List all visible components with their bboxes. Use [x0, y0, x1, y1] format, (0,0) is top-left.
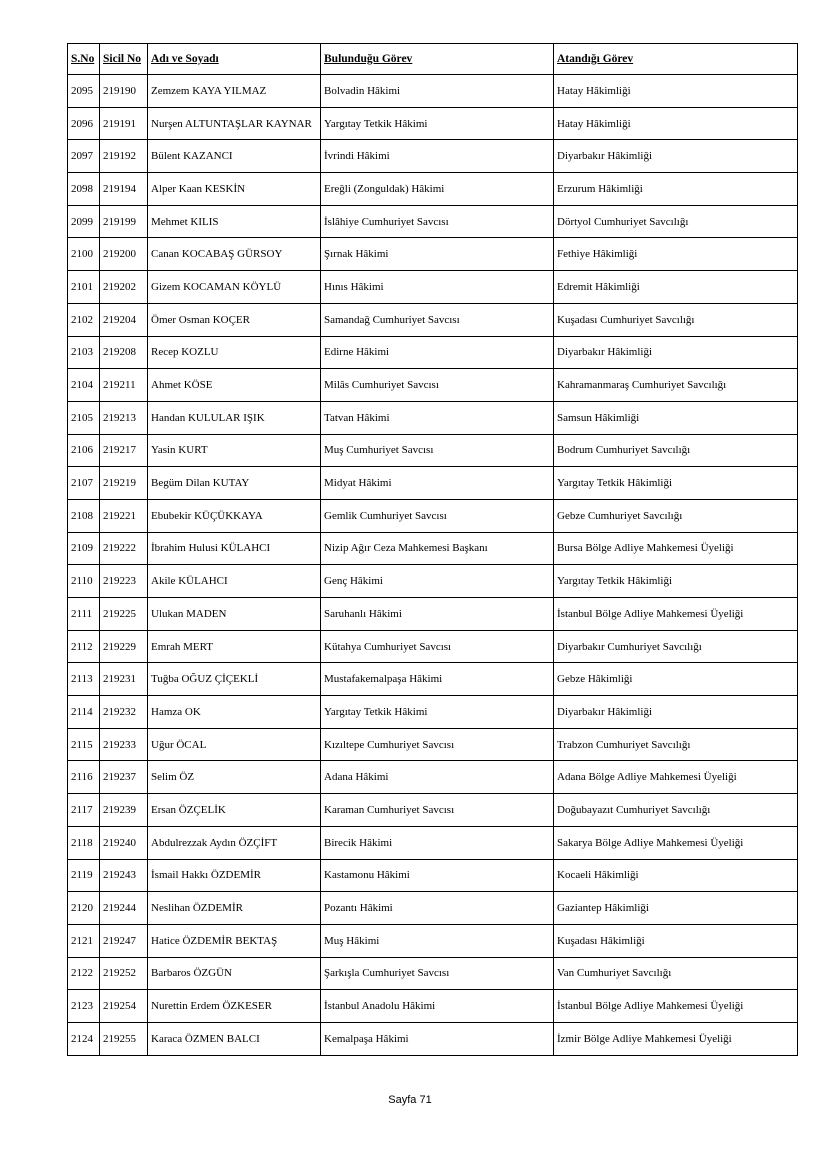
cell-current-post: Şırnak Hâkimi — [321, 238, 554, 271]
cell-sno: 2108 — [68, 499, 100, 532]
cell-sno: 2115 — [68, 728, 100, 761]
cell-assigned-post: Trabzon Cumhuriyet Savcılığı — [554, 728, 798, 761]
table-row — [68, 892, 798, 925]
cell-name: Uğur ÖCAL — [148, 728, 321, 761]
table-body — [68, 75, 798, 1056]
cell-sno: 2104 — [68, 369, 100, 402]
cell-assigned-post: Adana Bölge Adliye Mahkemesi Üyeliği — [554, 761, 798, 794]
cell-sno: 2123 — [68, 990, 100, 1023]
cell-name: Ahmet KÖSE — [148, 369, 321, 402]
cell-sicil-no: 219190 — [100, 75, 148, 108]
cell-assigned-post: Hatay Hâkimliği — [554, 75, 798, 108]
cell-current-post: Pozantı Hâkimi — [321, 892, 554, 925]
cell-name: Ebubekir KÜÇÜKKAYA — [148, 499, 321, 532]
cell-assigned-post: Van Cumhuriyet Savcılığı — [554, 957, 798, 990]
cell-name: Hamza OK — [148, 696, 321, 729]
cell-sicil-no: 219231 — [100, 663, 148, 696]
cell-sno: 2102 — [68, 303, 100, 336]
cell-sno: 2096 — [68, 107, 100, 140]
cell-current-post: Kastamonu Hâkimi — [321, 859, 554, 892]
table-row — [68, 630, 798, 663]
cell-current-post: Şarkışla Cumhuriyet Savcısı — [321, 957, 554, 990]
cell-sno: 2106 — [68, 434, 100, 467]
cell-sicil-no: 219199 — [100, 205, 148, 238]
cell-sicil-no: 219225 — [100, 598, 148, 631]
cell-current-post: Muş Cumhuriyet Savcısı — [321, 434, 554, 467]
cell-current-post: Genç Hâkimi — [321, 565, 554, 598]
table-row — [68, 173, 798, 206]
header-sicil-no: Sicil No — [100, 44, 148, 75]
cell-assigned-post: Gaziantep Hâkimliği — [554, 892, 798, 925]
cell-sicil-no: 219211 — [100, 369, 148, 402]
cell-current-post: Bolvadin Hâkimi — [321, 75, 554, 108]
cell-name: Canan KOCABAŞ GÜRSOY — [148, 238, 321, 271]
table-row — [68, 467, 798, 500]
cell-sicil-no: 219239 — [100, 794, 148, 827]
cell-name: Begüm Dilan KUTAY — [148, 467, 321, 500]
header-name: Adı ve Soyadı — [148, 44, 321, 75]
page-number: Sayfa 71 — [388, 1094, 432, 1106]
cell-current-post: Muş Hâkimi — [321, 924, 554, 957]
cell-name: Ersan ÖZÇELİK — [148, 794, 321, 827]
cell-sicil-no: 219213 — [100, 401, 148, 434]
cell-sicil-no: 219217 — [100, 434, 148, 467]
cell-assigned-post: Doğubayazıt Cumhuriyet Savcılığı — [554, 794, 798, 827]
cell-sicil-no: 219255 — [100, 1022, 148, 1055]
cell-sno: 2101 — [68, 271, 100, 304]
cell-sno: 2124 — [68, 1022, 100, 1055]
cell-current-post: Midyat Hâkimi — [321, 467, 554, 500]
cell-current-post: Mustafakemalpaşa Hâkimi — [321, 663, 554, 696]
cell-assigned-post: Samsun Hâkimliği — [554, 401, 798, 434]
cell-current-post: Kütahya Cumhuriyet Savcısı — [321, 630, 554, 663]
cell-name: Neslihan ÖZDEMİR — [148, 892, 321, 925]
table-row — [68, 107, 798, 140]
cell-name: Selim ÖZ — [148, 761, 321, 794]
header-sno: S.No — [68, 44, 100, 75]
cell-current-post: Kemalpaşa Hâkimi — [321, 1022, 554, 1055]
cell-current-post: Tatvan Hâkimi — [321, 401, 554, 434]
table-row — [68, 271, 798, 304]
cell-sicil-no: 219204 — [100, 303, 148, 336]
cell-sno: 2116 — [68, 761, 100, 794]
cell-assigned-post: Bursa Bölge Adliye Mahkemesi Üyeliği — [554, 532, 798, 565]
cell-current-post: Edirne Hâkimi — [321, 336, 554, 369]
cell-sno: 2113 — [68, 663, 100, 696]
cell-sno: 2117 — [68, 794, 100, 827]
appointments-table — [67, 43, 798, 1056]
cell-current-post: Saruhanlı Hâkimi — [321, 598, 554, 631]
cell-sicil-no: 219240 — [100, 826, 148, 859]
cell-assigned-post: Yargıtay Tetkik Hâkimliği — [554, 467, 798, 500]
table-row — [68, 532, 798, 565]
table-row — [68, 140, 798, 173]
cell-sno: 2114 — [68, 696, 100, 729]
table-row — [68, 75, 798, 108]
cell-current-post: Gemlik Cumhuriyet Savcısı — [321, 499, 554, 532]
cell-name: Nurşen ALTUNTAŞLAR KAYNAR — [148, 107, 321, 140]
cell-name: İbrahim Hulusi KÜLAHCI — [148, 532, 321, 565]
table-row — [68, 990, 798, 1023]
cell-sicil-no: 219233 — [100, 728, 148, 761]
cell-sicil-no: 219222 — [100, 532, 148, 565]
cell-name: İsmail Hakkı ÖZDEMİR — [148, 859, 321, 892]
cell-sicil-no: 219194 — [100, 173, 148, 206]
cell-assigned-post: Bodrum Cumhuriyet Savcılığı — [554, 434, 798, 467]
cell-assigned-post: Diyarbakır Hâkimliği — [554, 696, 798, 729]
cell-sno: 2122 — [68, 957, 100, 990]
cell-sno: 2103 — [68, 336, 100, 369]
header-current-post: Bulunduğu Görev — [321, 44, 554, 75]
cell-name: Nurettin Erdem ÖZKESER — [148, 990, 321, 1023]
table-header-row — [68, 44, 798, 75]
table-row — [68, 728, 798, 761]
table-row — [68, 924, 798, 957]
table-row — [68, 205, 798, 238]
cell-sicil-no: 219208 — [100, 336, 148, 369]
cell-assigned-post: Sakarya Bölge Adliye Mahkemesi Üyeliği — [554, 826, 798, 859]
cell-current-post: Nizip Ağır Ceza Mahkemesi Başkanı — [321, 532, 554, 565]
cell-sicil-no: 219219 — [100, 467, 148, 500]
cell-current-post: Hınıs Hâkimi — [321, 271, 554, 304]
table-row — [68, 434, 798, 467]
table-row — [68, 336, 798, 369]
cell-sno: 2098 — [68, 173, 100, 206]
table-row — [68, 238, 798, 271]
cell-sicil-no: 219191 — [100, 107, 148, 140]
cell-sicil-no: 219192 — [100, 140, 148, 173]
cell-sicil-no: 219247 — [100, 924, 148, 957]
table-row — [68, 663, 798, 696]
cell-sno: 2120 — [68, 892, 100, 925]
cell-sno: 2110 — [68, 565, 100, 598]
cell-assigned-post: Kocaeli Hâkimliği — [554, 859, 798, 892]
cell-sno: 2095 — [68, 75, 100, 108]
cell-assigned-post: Diyarbakır Hâkimliği — [554, 140, 798, 173]
cell-current-post: Milâs Cumhuriyet Savcısı — [321, 369, 554, 402]
table-row — [68, 826, 798, 859]
cell-sicil-no: 219243 — [100, 859, 148, 892]
cell-sicil-no: 219221 — [100, 499, 148, 532]
table-row — [68, 565, 798, 598]
cell-assigned-post: Diyarbakır Hâkimliği — [554, 336, 798, 369]
table-row — [68, 499, 798, 532]
cell-sicil-no: 219200 — [100, 238, 148, 271]
cell-sno: 2118 — [68, 826, 100, 859]
cell-sicil-no: 219252 — [100, 957, 148, 990]
cell-name: Recep KOZLU — [148, 336, 321, 369]
cell-assigned-post: Edremit Hâkimliği — [554, 271, 798, 304]
cell-name: Yasin KURT — [148, 434, 321, 467]
table-row — [68, 696, 798, 729]
cell-current-post: İstanbul Anadolu Hâkimi — [321, 990, 554, 1023]
cell-name: Akile KÜLAHCI — [148, 565, 321, 598]
cell-assigned-post: Kuşadası Cumhuriyet Savcılığı — [554, 303, 798, 336]
cell-sno: 2099 — [68, 205, 100, 238]
cell-sicil-no: 219223 — [100, 565, 148, 598]
cell-sno: 2121 — [68, 924, 100, 957]
cell-name: Emrah MERT — [148, 630, 321, 663]
cell-current-post: Birecik Hâkimi — [321, 826, 554, 859]
cell-current-post: Ereğli (Zonguldak) Hâkimi — [321, 173, 554, 206]
cell-assigned-post: Gebze Hâkimliği — [554, 663, 798, 696]
cell-sno: 2112 — [68, 630, 100, 663]
cell-name: Ömer Osman KOÇER — [148, 303, 321, 336]
cell-assigned-post: Erzurum Hâkimliği — [554, 173, 798, 206]
cell-name: Abdulrezzak Aydın ÖZÇİFT — [148, 826, 321, 859]
cell-name: Tuğba OĞUZ ÇİÇEKLİ — [148, 663, 321, 696]
cell-sno: 2119 — [68, 859, 100, 892]
table-row — [68, 303, 798, 336]
cell-assigned-post: Fethiye Hâkimliği — [554, 238, 798, 271]
cell-name: Zemzem KAYA YILMAZ — [148, 75, 321, 108]
table-row — [68, 957, 798, 990]
table-row — [68, 1022, 798, 1055]
cell-assigned-post: İstanbul Bölge Adliye Mahkemesi Üyeliği — [554, 598, 798, 631]
cell-name: Karaca ÖZMEN BALCI — [148, 1022, 321, 1055]
cell-sno: 2111 — [68, 598, 100, 631]
cell-assigned-post: Kuşadası Hâkimliği — [554, 924, 798, 957]
cell-current-post: İvrindi Hâkimi — [321, 140, 554, 173]
cell-current-post: Adana Hâkimi — [321, 761, 554, 794]
cell-sno: 2109 — [68, 532, 100, 565]
cell-sicil-no: 219202 — [100, 271, 148, 304]
cell-current-post: Kızıltepe Cumhuriyet Savcısı — [321, 728, 554, 761]
cell-current-post: İslâhiye Cumhuriyet Savcısı — [321, 205, 554, 238]
cell-current-post: Yargıtay Tetkik Hâkimi — [321, 107, 554, 140]
cell-current-post: Samandağ Cumhuriyet Savcısı — [321, 303, 554, 336]
cell-assigned-post: İstanbul Bölge Adliye Mahkemesi Üyeliği — [554, 990, 798, 1023]
cell-assigned-post: İzmir Bölge Adliye Mahkemesi Üyeliği — [554, 1022, 798, 1055]
cell-sno: 2097 — [68, 140, 100, 173]
cell-sicil-no: 219244 — [100, 892, 148, 925]
cell-sno: 2105 — [68, 401, 100, 434]
cell-assigned-post: Yargıtay Tetkik Hâkimliği — [554, 565, 798, 598]
table-row — [68, 794, 798, 827]
cell-sno: 2107 — [68, 467, 100, 500]
cell-current-post: Yargıtay Tetkik Hâkimi — [321, 696, 554, 729]
cell-name: Ulukan MADEN — [148, 598, 321, 631]
cell-current-post: Karaman Cumhuriyet Savcısı — [321, 794, 554, 827]
table-row — [68, 369, 798, 402]
cell-sicil-no: 219237 — [100, 761, 148, 794]
cell-name: Alper Kaan KESKİN — [148, 173, 321, 206]
cell-sno: 2100 — [68, 238, 100, 271]
cell-name: Hatice ÖZDEMİR BEKTAŞ — [148, 924, 321, 957]
cell-assigned-post: Dörtyol Cumhuriyet Savcılığı — [554, 205, 798, 238]
cell-assigned-post: Diyarbakır Cumhuriyet Savcılığı — [554, 630, 798, 663]
table-row — [68, 761, 798, 794]
cell-name: Mehmet KILIS — [148, 205, 321, 238]
cell-name: Bülent KAZANCI — [148, 140, 321, 173]
cell-name: Handan KULULAR IŞIK — [148, 401, 321, 434]
cell-sicil-no: 219229 — [100, 630, 148, 663]
cell-assigned-post: Gebze Cumhuriyet Savcılığı — [554, 499, 798, 532]
header-assigned-post: Atandığı Görev — [554, 44, 798, 75]
table-row — [68, 859, 798, 892]
table-row — [68, 598, 798, 631]
cell-sicil-no: 219232 — [100, 696, 148, 729]
cell-assigned-post: Hatay Hâkimliği — [554, 107, 798, 140]
cell-sicil-no: 219254 — [100, 990, 148, 1023]
cell-name: Gizem KOCAMAN KÖYLÜ — [148, 271, 321, 304]
cell-assigned-post: Kahramanmaraş Cumhuriyet Savcılığı — [554, 369, 798, 402]
cell-name: Barbaros ÖZGÜN — [148, 957, 321, 990]
table-row — [68, 401, 798, 434]
